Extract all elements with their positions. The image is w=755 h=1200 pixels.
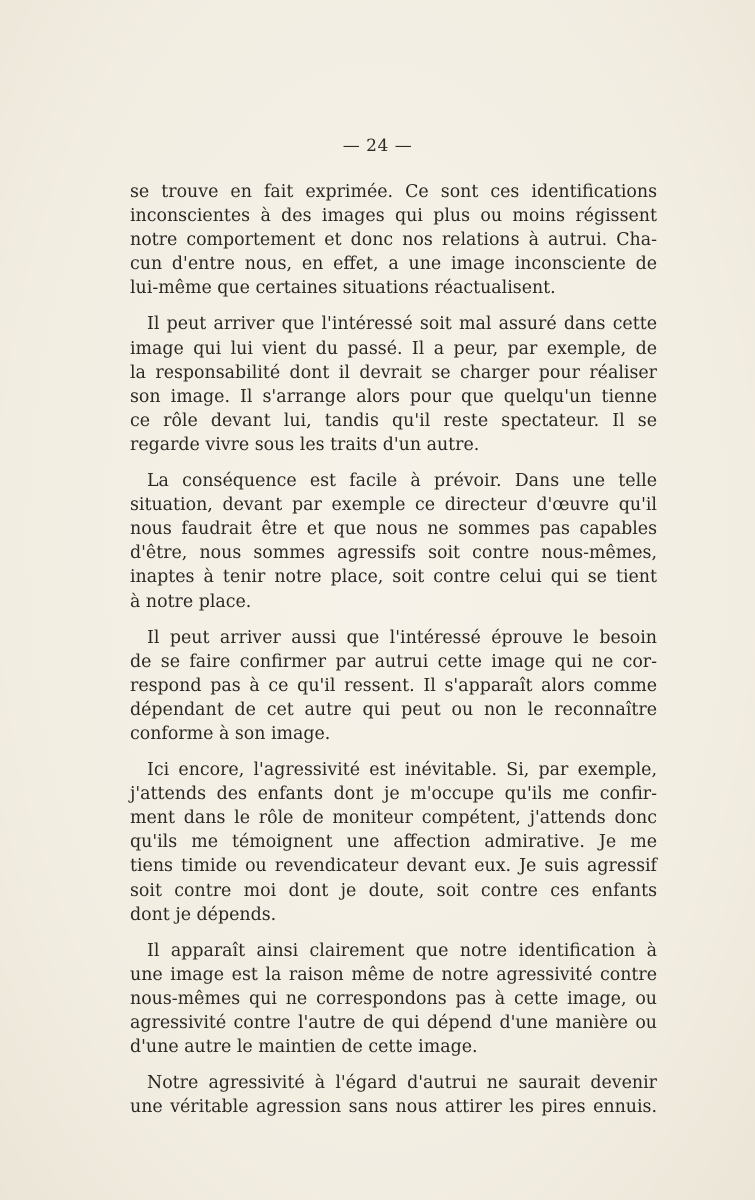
text-line: son image. Il s'arrange alors pour que quelqu'un tienne bbox=[130, 386, 657, 407]
text-line: respond pas à ce qu'il ressent. Il s'apparaît alors comme bbox=[130, 675, 657, 696]
paragraph-1 bbox=[130, 180, 657, 300]
text-line: se trouve en fait exprimée. Ce sont ces identifications bbox=[130, 182, 657, 202]
text-line: qu'ils me témoignent une affection admirative. Je me bbox=[130, 832, 657, 853]
text-line: d'être, nous sommes agressifs soit contre nous-mêmes, bbox=[130, 543, 657, 564]
page-number: — 24 — bbox=[342, 136, 413, 156]
text-line: situation, devant par exemple ce directeur d'œuvre qu'il bbox=[130, 495, 657, 516]
text-line: dont je dépends. bbox=[130, 904, 277, 925]
text-line: nous faudrait être et que nous ne sommes pas capables bbox=[130, 519, 657, 540]
text-line: de se faire confirmer par autrui cette image qui ne cor- bbox=[130, 651, 657, 672]
text-line: une image est la raison même de notre agressivité contre bbox=[130, 964, 657, 985]
text-line: La conséquence est facile à prévoir. Dans une telle bbox=[147, 471, 657, 492]
text-line: ce rôle devant lui, tandis qu'il reste spectateur. Il se bbox=[130, 410, 657, 431]
text-line: Ici encore, l'agressivité est inévitable. Si, par exemple, bbox=[147, 760, 657, 781]
text-line: dépendant de cet autre qui peut ou non le reconnaître bbox=[130, 699, 657, 720]
text-line: inconscientes à des images qui plus ou moins régissent bbox=[130, 206, 657, 227]
text-line: la responsabilité dont il devrait se charger pour réaliser bbox=[130, 362, 657, 383]
text-line: une véritable agression sans nous attirer les pires ennuis. bbox=[130, 1097, 657, 1118]
paragraph-6 bbox=[130, 939, 657, 1059]
body-text bbox=[130, 180, 657, 1131]
text-line: regarde vivre sous les traits d'un autre. bbox=[130, 434, 480, 455]
text-line: nous-mêmes qui ne correspondons pas à cette image, ou bbox=[130, 988, 657, 1009]
paragraph-2 bbox=[130, 312, 657, 457]
text-line: Il peut arriver aussi que l'intéressé éprouve le besoin bbox=[147, 627, 657, 648]
text-line: cun d'entre nous, en effet, a une image inconsciente de bbox=[130, 254, 657, 275]
paragraph-4 bbox=[130, 626, 657, 746]
text-line: inaptes à tenir notre place, soit contre celui qui se tient bbox=[130, 567, 657, 588]
text-line: soit contre moi dont je doute, soit contre ces enfants bbox=[130, 880, 657, 901]
text-line: d'une autre le maintien de cette image. bbox=[130, 1037, 478, 1058]
text-line: j'attends des enfants dont je m'occupe qu'ils me confir- bbox=[130, 784, 657, 805]
text-line: Il apparaît ainsi clairement que notre identification à bbox=[147, 940, 657, 961]
text-line: image qui lui vient du passé. Il a peur, par exemple, de bbox=[130, 338, 657, 359]
text-line: lui-même que certaines situations réactualisent. bbox=[130, 278, 556, 299]
text-line: ment dans le rôle de moniteur compétent, j'attends donc bbox=[130, 808, 657, 829]
text-line: tiens timide ou revendicateur devant eux. Je suis agressif bbox=[130, 856, 657, 877]
text-line: Il peut arriver que l'intéressé soit mal assuré dans cette bbox=[147, 314, 657, 335]
text-line: Notre agressivité à l'égard d'autrui ne saurait devenir bbox=[147, 1073, 657, 1094]
paragraph-3 bbox=[130, 469, 657, 614]
text-line: conforme à son image. bbox=[130, 723, 331, 744]
text-line: agressivité contre l'autre de qui dépend d'une manière ou bbox=[130, 1013, 657, 1033]
paragraph-7 bbox=[130, 1071, 657, 1119]
text-line: à notre place. bbox=[130, 591, 252, 612]
paragraph-5 bbox=[130, 758, 657, 927]
text-line: notre comportement et donc nos relations à autrui. Cha- bbox=[130, 230, 657, 251]
